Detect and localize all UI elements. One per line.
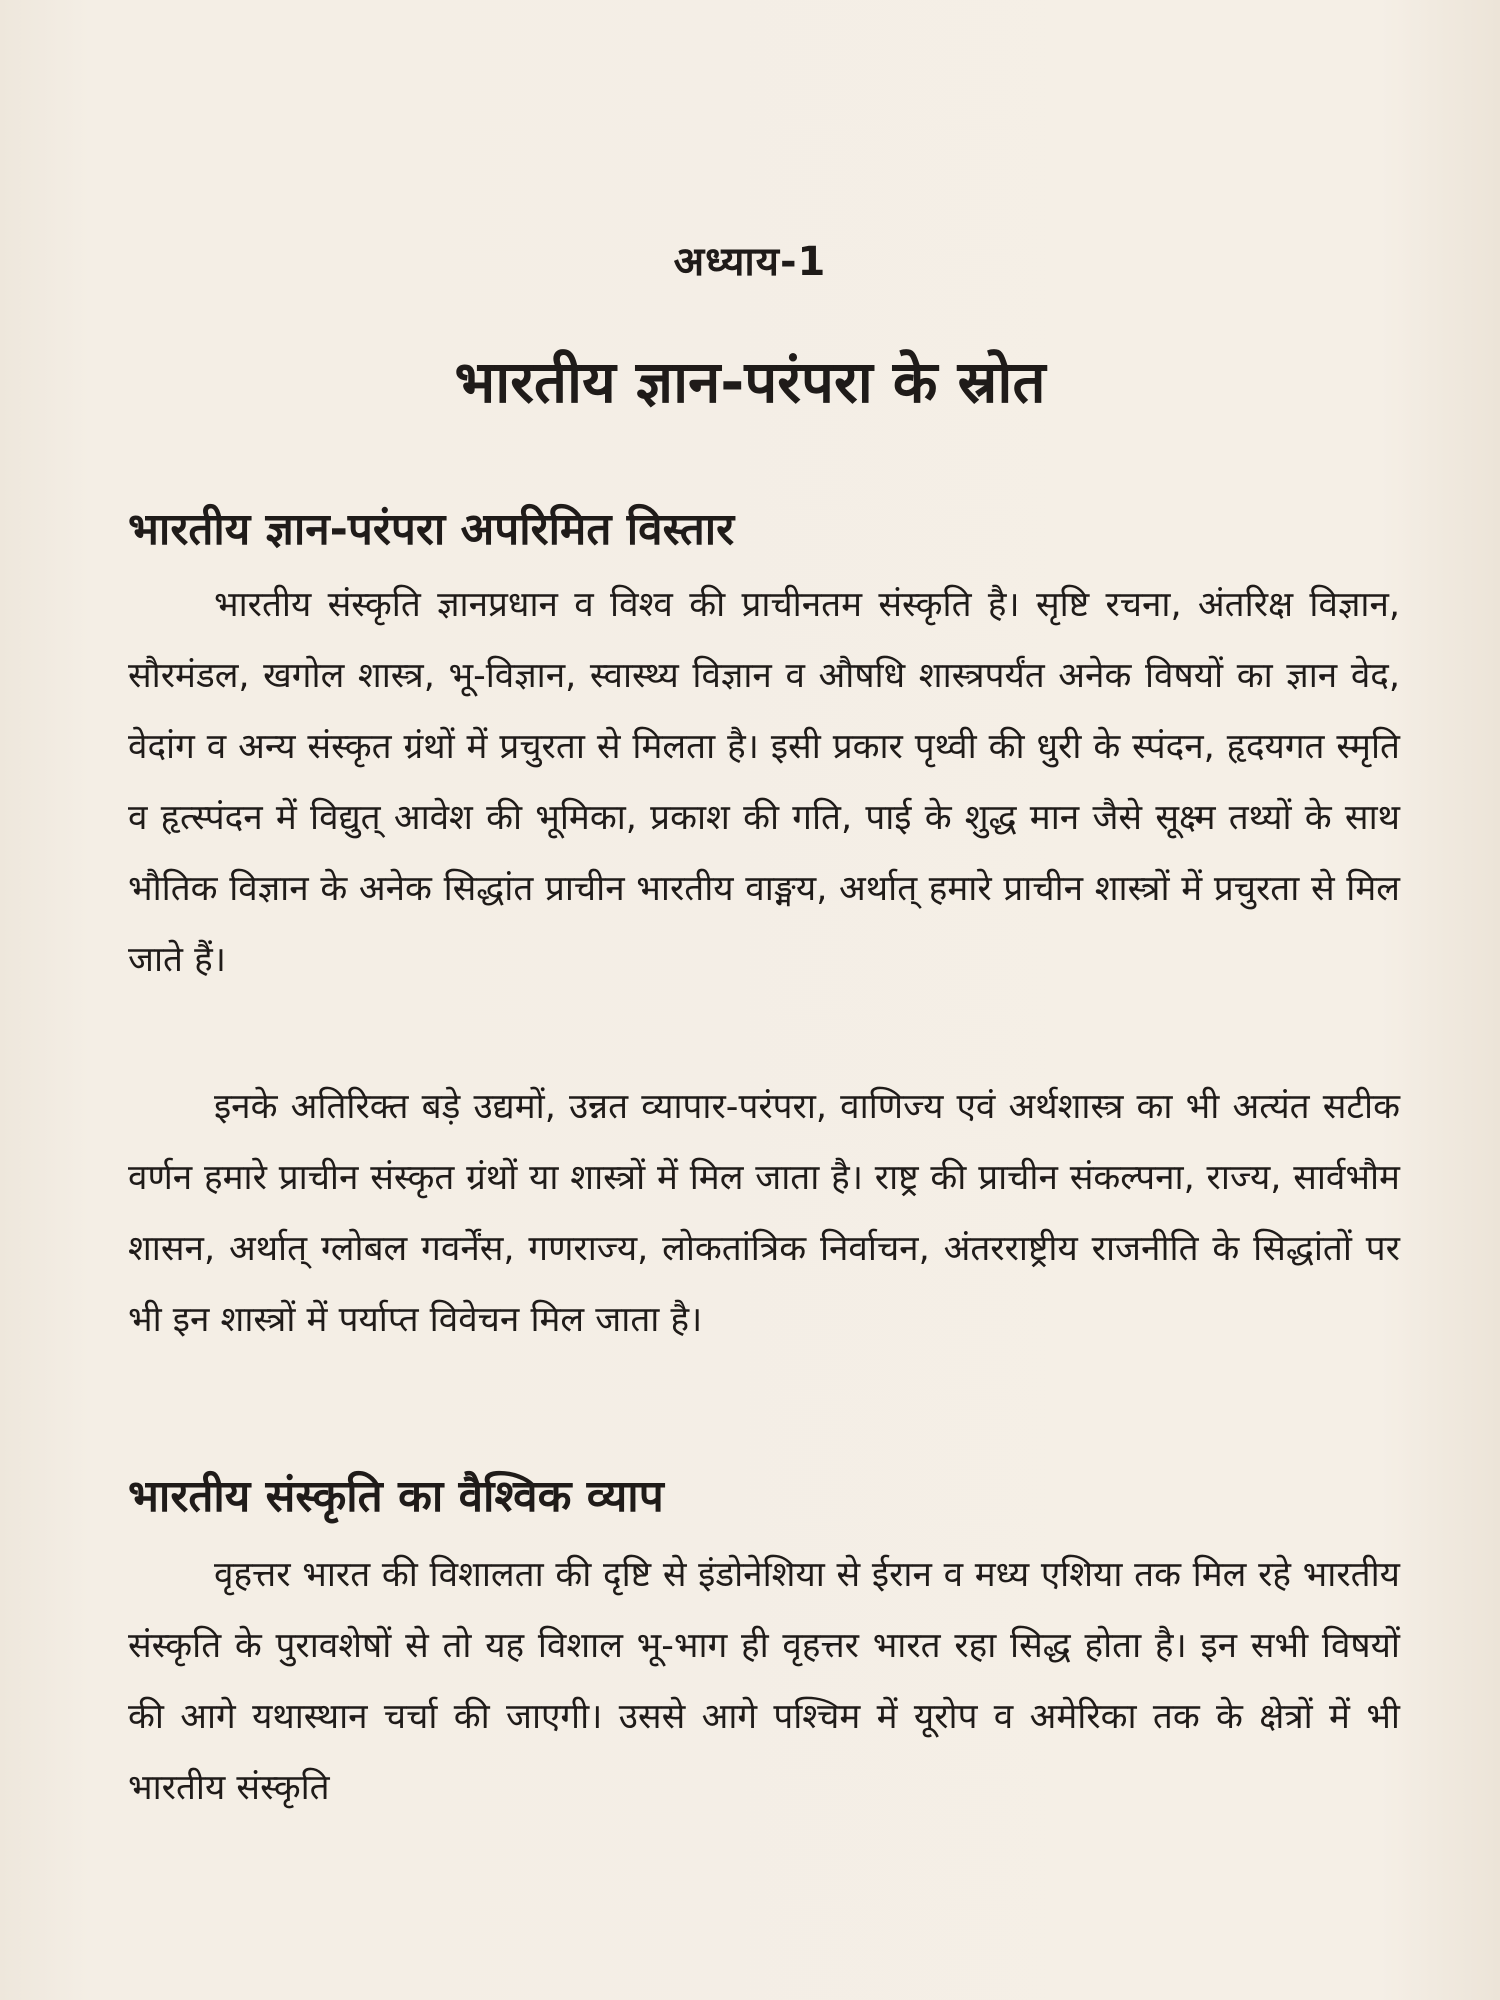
paragraph-2: इनके अतिरिक्त बड़े उद्यमों, उन्नत व्यापार-परंपरा, वाणिज्य एवं अर्थशास्त्र का भी अत्यंत सटीक वर्णन हमारे प्राचीन संस्कृत ग्रंथों या शास्त्रों में मिल जाता है। राष्ट्र की प्राचीन संकल्पना, राज्य, सार्वभौम शासन, अर्थात् ग्लोबल गवर्नेंस, गणराज्य, लोकतांत्रिक निर्वाचन, अंतरराष्ट्रीय राजनीति के सिद्धांतों पर भी इन शास्त्रों में पर्याप्त विवेचन मिल जाता है। <box>128 1087 1400 1340</box>
chapter-title: भारतीय ज्ञान-परंपरा के स्रोत <box>454 348 1046 416</box>
paragraph-3: वृहत्तर भारत की विशालता की दृष्टि से इंडोनेशिया से ईरान व मध्य एशिया तक मिल रहे भारतीय संस्कृति के पुरावशेषों से तो यह विशाल भू-भाग ही वृहत्तर भारत रहा सिद्ध होता है। इन सभी विषयों की आगे यथास्थान चर्चा की जाएगी। उससे आगे पश्चिम में यूरोप व अमेरिका तक के क्षेत्रों में भी भारतीय संस्कृति <box>128 1555 1400 1808</box>
chapter-number: अध्याय-1 <box>673 239 827 285</box>
section-heading-2: भारतीय संस्कृति का वैश्विक व्याप <box>128 1471 664 1522</box>
section-heading-1: भारतीय ज्ञान-परंपरा अपरिमित विस्तार <box>128 504 735 555</box>
paragraph-1: भारतीय संस्कृति ज्ञानप्रधान व विश्व की प्राचीनतम संस्कृति है। सृष्टि रचना, अंतरिक्ष विज्ञान, सौरमंडल, खगोल शास्त्र, भू-विज्ञान, स्वास्थ्य विज्ञान व औषधि शास्त्रपर्यंत अनेक विषयों का ज्ञान वेद, वेदांग व अन्य संस्कृत ग्रंथों में प्रचुरता से मिलता है। इसी प्रकार पृथ्वी की धुरी के स्पंदन, हृदयगत स्मृति व हृत्स्पंदन में विद्युत् आवेश की भूमिका, प्रकाश की गति, पाई के शुद्ध मान जैसे सूक्ष्म तथ्यों के साथ भौतिक विज्ञान के अनेक सिद्धांत प्राचीन भारतीय वाङ्मय, अर्थात् हमारे प्राचीन शास्त्रों में प्रचुरता से मिल जाते हैं। <box>128 585 1400 980</box>
